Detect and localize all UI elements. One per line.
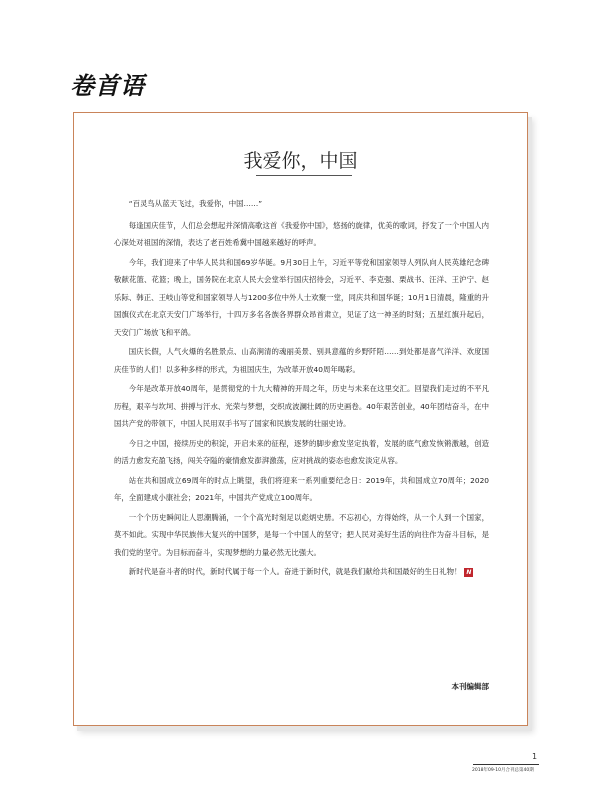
paragraph-1: 每逢国庆佳节，人们总会想起并深情高歌这首《我爱你中国》，悠扬的旋律，优美的歌词，抒发了一个中国人内心深处对祖国的深情，表达了老百姓希冀中国越来越好的呼声。: [114, 220, 489, 247]
paragraph-6: 站在共和国成立69周年的时点上眺望，我们将迎来一系列重要纪念日：2019年，共和国成立70周年；2020年，全面建成小康社会；2021年，中国共产党成立100周年。: [114, 475, 489, 502]
article-frame: [73, 112, 528, 726]
paragraph-3: 国庆长假，人气火爆的名胜景点、山高涧清的魂丽美景、别具意蕴的乡野阡陌……到处都是喜气洋洋、欢度国庆佳节的人们！以多种多样的形式，为祖国庆生，为改革开放40周年喝彩。: [114, 347, 489, 374]
paragraph-7: 一个个历史瞬间让人思潮腾涌，一个个高光时刻足以彪炳史册。不忘初心，方得始终，从一个人到一个国家，莫不如此。实现中华民族伟大复兴的中国梦，是每一个中国人的坚守；把人民对美好生活的向往作为奋斗目标，是我们党的坚守。为目标而奋斗，实现梦想的力量必然无比强大。: [114, 512, 489, 557]
opening-quote: “百灵鸟从蓝天飞过，我爱你，中国……”: [128, 199, 263, 208]
paragraph-5: 今日之中国，接续历史的积淀，开启未来的征程，逐梦的脚步愈发坚定执着，发展的底气愈发恢锵激越，创造的活力愈发充盈飞扬，闯关夺隘的豪情愈发澎湃激荡，应对挑战的姿态也愈发淡定从容。: [114, 438, 489, 465]
footer-rule: [473, 764, 539, 765]
paragraph-8-text: 新时代是奋斗者的时代，新时代属于每一个人。奋进于新时代，就是我们献给共和国最好的生日礼物！: [128, 567, 462, 576]
signature: 本刊编辑部: [451, 682, 489, 691]
title-underline: [256, 175, 352, 176]
paragraph-8: [114, 563, 489, 581]
section-title: 卷首语: [70, 71, 145, 100]
paragraph-4: 今年是改革开放40周年，是贯彻党的十九大精神的开局之年，历史与未来在这里交汇。回望我们走过的不平凡历程，艰辛与坎坷、拼搏与汗水、光荣与梦想，交织成波澜壮阔的历史画卷。40年艰苦创业，40年团结奋斗，在中国共产党的带领下，中国人民用双手书写了国家和民族发展的壮丽史诗。: [114, 384, 489, 428]
page-number: 1: [532, 752, 538, 761]
paragraph-2: 今年，我们迎来了中华人民共和国69岁华诞。9月30日上午，习近平等党和国家领导人列队向人民英雄纪念碑敬献花篮、花篮；晚上，国务院在北京人民大会堂举行国庆招待会，习近平、李克强、栗战书、汪洋、王沪宁、赵乐际、韩正、王岐山等党和国家领导人与1200多位中外人士欢聚一堂，同庆共和国华诞；10月1日清晨，隆重的升国旗仪式在北京天安门广场举行，十四万多名各族各界群众昂首肃立，见证了这一神圣的时刻；五星红旗升起后，天安门广场放飞和平鸽。: [114, 257, 489, 337]
article-body: [114, 195, 489, 583]
article-title: 我爱你，中国: [243, 150, 358, 172]
issue-info: 2018年09-10月合刊总第40期: [472, 768, 534, 773]
end-mark-icon: N: [466, 568, 472, 576]
